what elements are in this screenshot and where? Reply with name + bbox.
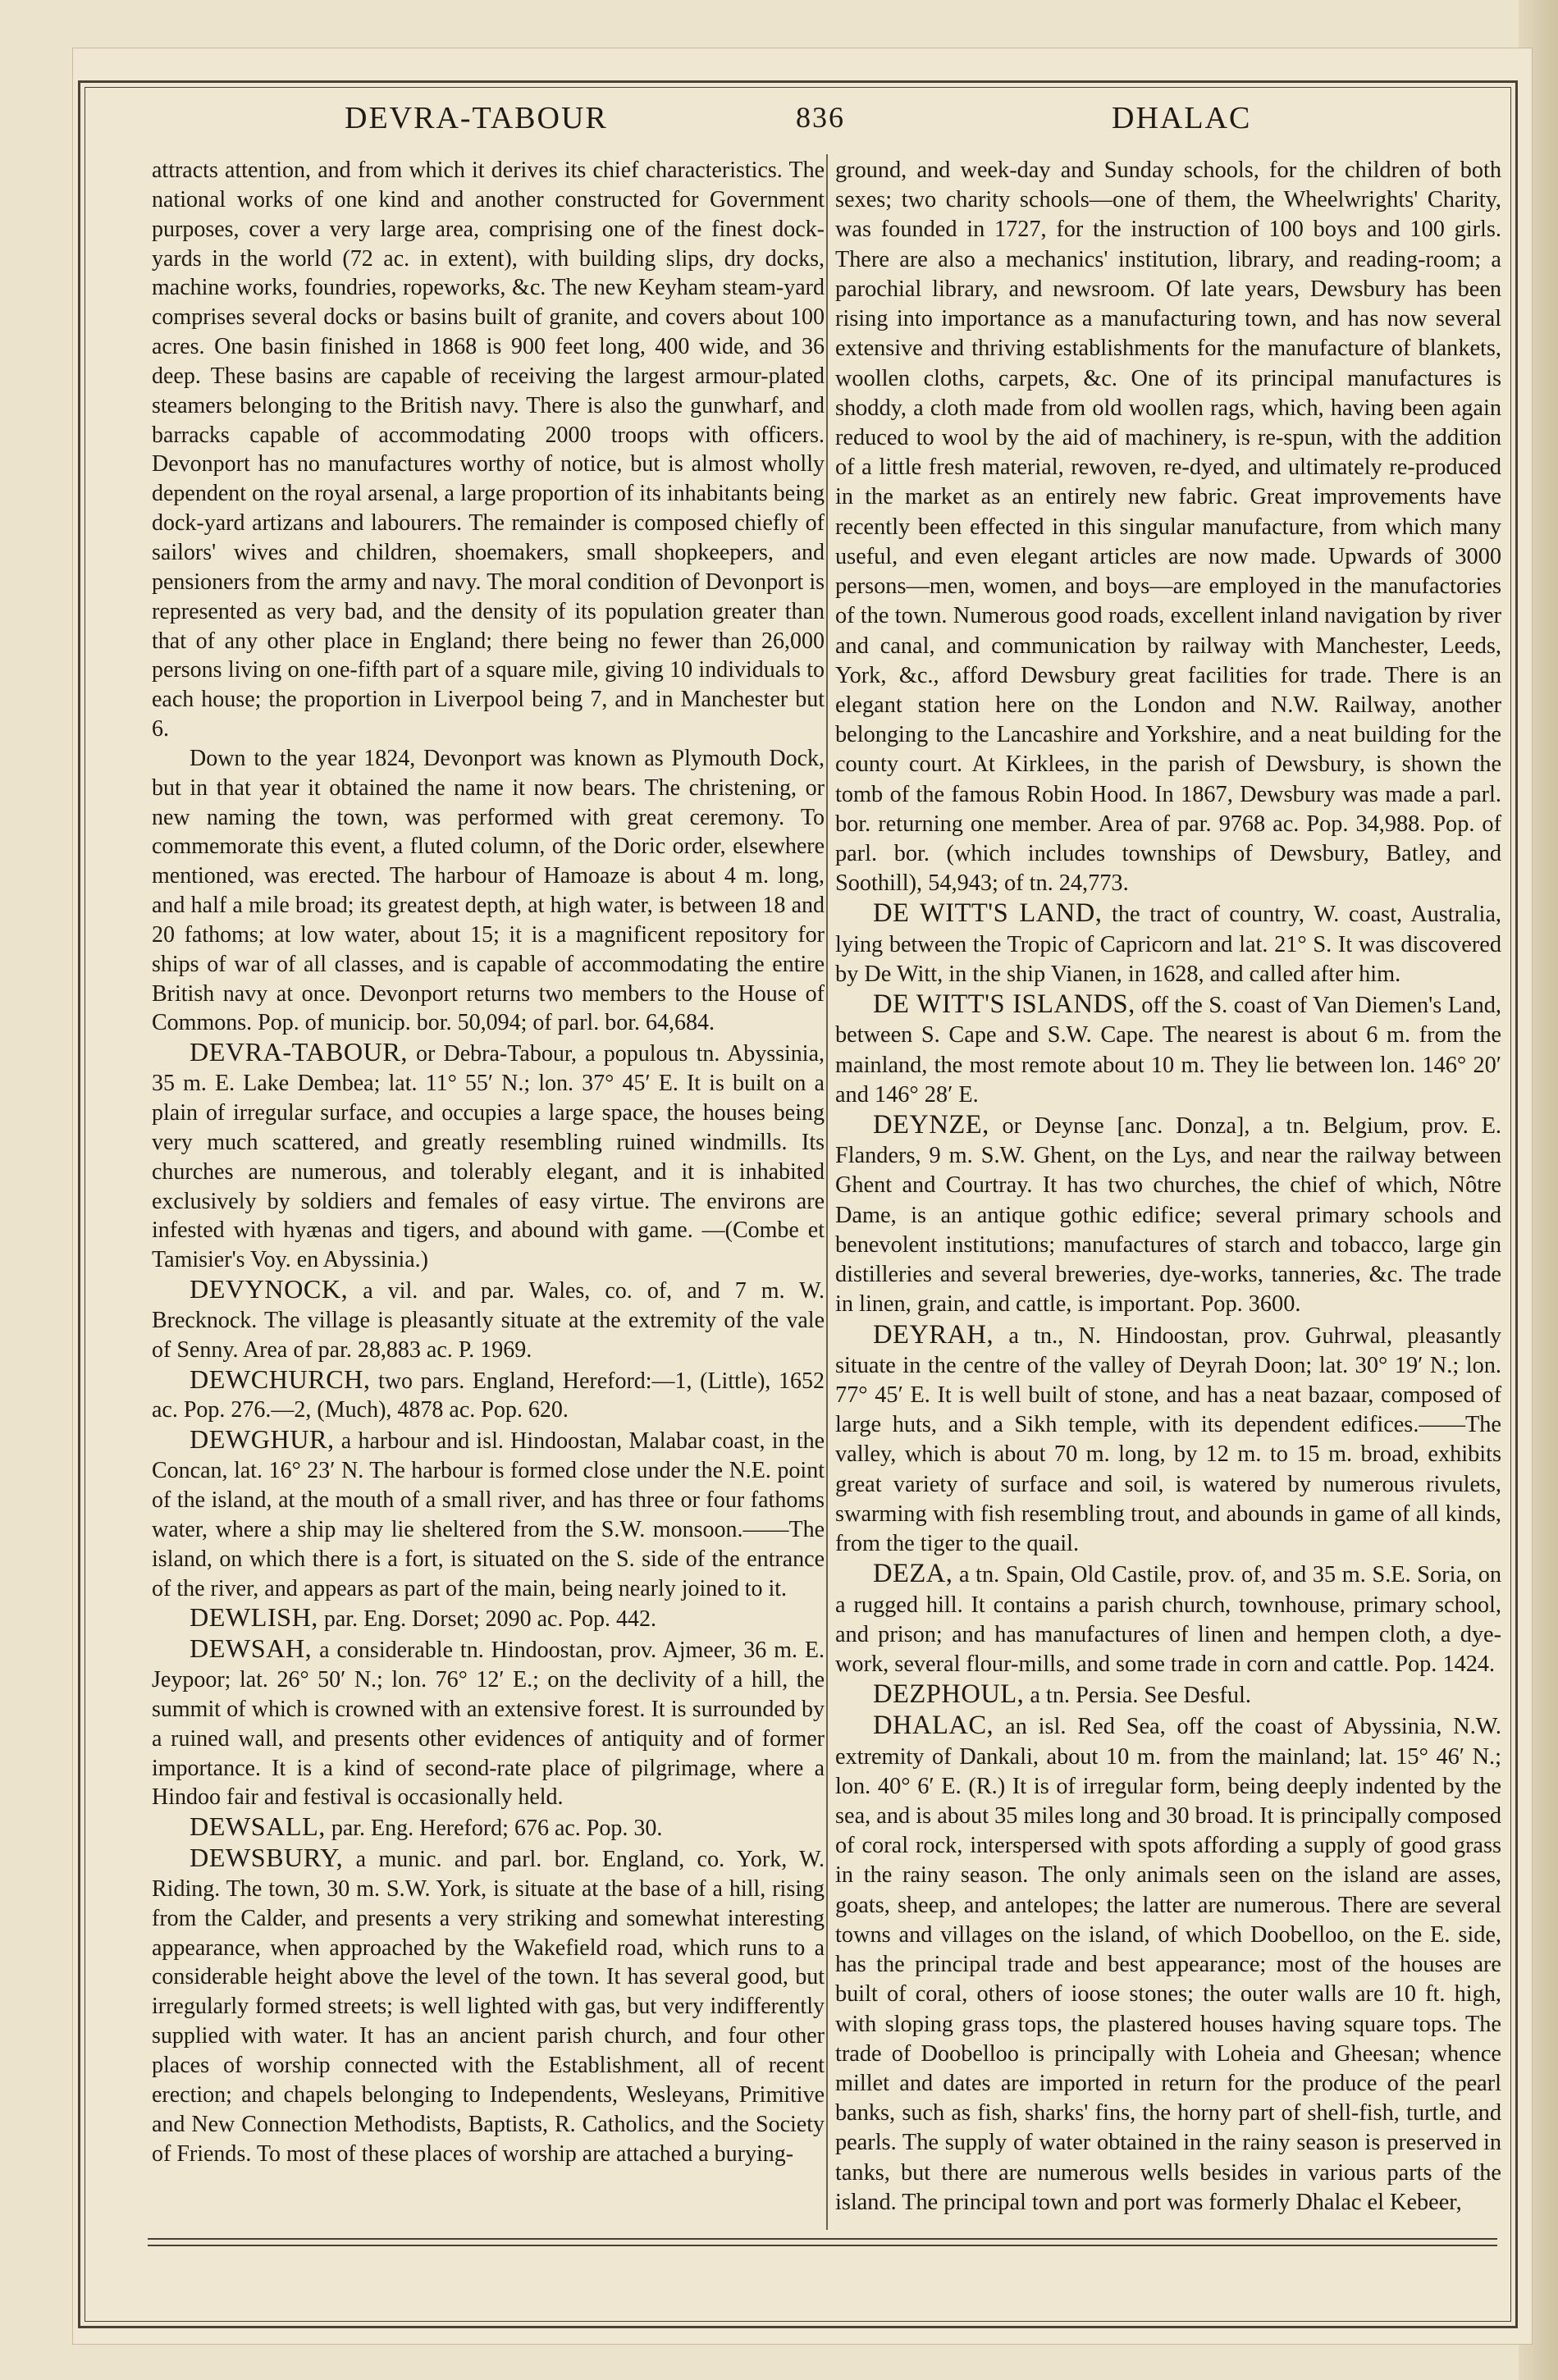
running-header (148, 100, 1493, 141)
entry-headword: DEZPHOUL, (873, 1679, 1025, 1710)
gazetteer-entry (835, 898, 1501, 989)
gazetteer-entry (835, 989, 1501, 1110)
entry-continuation (152, 744, 825, 1038)
entry-text: a considerable tn. Hindoostan, prov. Ajmeer, 36 m. E. Jeypoor; lat. 26° 50′ N.; lon. 76° 12′ E.; on the declivity of a hill, the summit of which is crowned with an extensive forest. It is surrounded by a ruined wall, and presents other evidences of antiquity and of former importance. It is a kind of second-rate place of pilgrimage, where a Hindoo fair and festival is occasionally held. (152, 1638, 825, 1811)
entry-headword: DEYNZE, (873, 1110, 989, 1140)
gazetteer-entry (152, 1365, 825, 1426)
entry-headword: DE WITT'S ISLANDS, (873, 989, 1135, 1020)
gazetteer-entry (152, 1425, 825, 1603)
entry-text: a tn. Persia. See Desful. (1024, 1683, 1251, 1709)
gazetteer-entry (152, 1038, 825, 1275)
entry-headword: DEZA, (873, 1559, 953, 1589)
entry-headword: DEWLISH, (190, 1602, 318, 1633)
entry-headword: DEWSALL, (190, 1811, 326, 1842)
entry-text: or Debra-Tabour, a populous tn. Abyssinia, 35 m. E. Lake Dembea; lat. 11° 55′ N.; lon. 37° 45′ E. It is built on a plain of irregular surface, and occupies a large space, the houses being very much scattered, and greatly resembling ruined windmills. Its churches are numerous, and tolerably elegant, and it is inhabited exclusively by soldiers and females of easy virtue. The environs are infested with hyænas and tigers, and abound with game. —(Combe et Tamisier's Voy. en Abyssinia.) (152, 1041, 825, 1273)
entry-text: or Deynse [anc. Donza], a tn. Belgium, prov. E. Flanders, 9 m. S.W. Ghent, on the Lys, and near the railway between Ghent and Courtray. It has two churches, the chief of which, Nôtre Dame, is an antique gothic edifice; several primary schools and benevolent institutions; manufactures of starch and tobacco, large gin distilleries and several breweries, dye-works, tanneries, &c. The trade in linen, grain, and cattle, is important. Pop. 3600. (835, 1113, 1501, 1318)
gazetteer-entry (835, 1559, 1501, 1679)
bottom-rule-1 (148, 2238, 1497, 2240)
entry-text: ground, and week-day and Sunday schools, for the children of both sexes; two charity schools—one of them, the Wheelwrights' Charity, was founded in 1727, for the instruction of 100 boys and 100 girls. There are also a mechanics' institution, library, and reading-room; a parochial library, and newsroom. Of late years, Dewsbury has been rising into importance as a manufacturing town, and has now several extensive and thriving establishments for the manufacture of blankets, woollen cloths, carpets, &c. One of its principal manufactures is shoddy, a cloth made from old woollen rags, which, having been again reduced to wool by the aid of machinery, is re-spun, with the addition of a little fresh material, rewoven, re-dyed, and ultimately re-produced in the market as an entirely new fabric. Great improvements have recently been effected in this singular manufacture, from which many useful, and even elegant articles are now made. Upwards of 3000 persons—men, women, and boys—are employed in the manufactories of the town. Numerous good roads, excellent inland navigation by river and canal, and communication by railway with Manchester, Leeds, York, &c., afford Dewsbury great facilities for trade. There is an elegant station here on the London and N.W. Railway, another belonging to the Lancashire and Yorkshire, and a neat building for the county court. At Kirklees, in the parish of Dewsbury, is shown the tomb of the famous Robin Hood. In 1867, Dewsbury was made a parl. bor. returning one member. Area of par. 9768 ac. Pop. 34,988. Pop. of parl. bor. (which includes townships of Dewsbury, Batley, and Soothill), 54,943; of tn. 24,773. (835, 158, 1501, 897)
gazetteer-entry (152, 1603, 825, 1634)
entry-text: a munic. and parl. bor. England, co. York, W. Riding. The town, 30 m. S.W. York, is situate at the base of a hill, rising from the Calder, and presents a very striking and somewhat interesting appearance, when approached by the Wakefield road, which runs to a considerable height above the level of the town. It has several good, but irregularly formed streets; is well lighted with gas, but very indifferently supplied with water. It has an ancient parish church, and four other places of worship connected with the Establishment, all of recent erection; and chapels belonging to Independents, Wesleyans, Primitive and New Connection Methodists, Baptists, R. Catholics, and the Society of Friends. To most of these places of worship are attached a burying- (152, 1847, 825, 2167)
header-right-title: DHALAC (1112, 101, 1252, 135)
gazetteer-entry (152, 1275, 825, 1365)
gazetteer-entry (835, 1679, 1501, 1711)
entry-text: the tract of country, W. coast, Australia, lying between the Tropic of Capricorn and lat. 21° S. It was discovered by De Witt, in the ship Vianen, in 1628, and called after him. (835, 902, 1501, 987)
gazetteer-entry (152, 1843, 825, 2168)
gazetteer-entry (835, 1320, 1501, 1560)
entry-text: an isl. Red Sea, off the coast of Abyssinia, N.W. extremity of Dankali, about 10 m. from the mainland; lat. 15° 46′ N.; lon. 40° 6′ E. (R.) It is of irregular form, being deeply indented by the sea, and is about 35 miles long and 30 broad. It is principally composed of coral rock, interspersed with spots affording a supply of good grass in the rainy season. The only animals seen on the island are asses, goats, sheep, and antelopes; the latter are numerous. There are several towns and villages on the island, of which Doobelloo, on the E. side, has the principal trade and best appearance; most of the houses are built of coral, others of ioose stones; the outer walls are 10 ft. high, with sloping grass tops, the plastered houses having square tops. The trade of Doobelloo is principally with Loheia and Gheesan; whence millet and dates are imported in return for the produce of the pearl banks, such as fish, sharks' fins, the horny part of shell-fish, turtle, and pearls. The supply of water obtained in the rainy season is preserved in tanks, but there are numerous wells besides in various parts of the island. The principal town and port was formerly Dhalac el Kebeer, (835, 1714, 1501, 2215)
entry-headword: DEWSBURY, (190, 1843, 344, 1873)
entry-headword: DEYRAH, (873, 1319, 994, 1350)
entry-text: a harbour and isl. Hindoostan, Malabar coast, in the Concan, lat. 16° 23′ N. The harbour is formed close under the N.E. point of the island, at the mouth of a small river, and has three or four fathoms water, where a ship may lie sheltered from the S.W. monsoon.——The island, on which there is a fort, is situated on the S. side of the entrance of the river, and appears as part of the main, being nearly joined to it. (152, 1428, 825, 1601)
entry-continuation (835, 156, 1501, 898)
gazetteer-entry (835, 1110, 1501, 1320)
header-left-title: DEVRA-TABOUR (345, 101, 608, 135)
right-column (835, 156, 1501, 2218)
entry-text: a vil. and par. Wales, co. of, and 7 m. W. Brecknock. The village is pleasantly situate at the extremity of the vale of Senny. Area of par. 28,883 ac. P. 1969. (152, 1278, 825, 1363)
entry-text: attracts attention, and from which it derives its chief characteristics. The national works of one kind and another constructed for Government purposes, cover a very large area, comprising one of the finest dock-yards in the world (72 ac. in extent), with building slips, dry docks, machine works, foundries, ropeworks, &c. The new Keyham steam-yard comprises several docks or basins built of granite, and covers about 100 acres. One basin finished in 1868 is 900 feet long, 400 wide, and 36 deep. These basins are capable of receiving the largest armour-plated steamers belonging to the British navy. There is also the gunwharf, and barracks capable of accommodating 2000 troops with officers. Devonport has no manufactures worthy of notice, but is almost wholly dependent on the royal arsenal, a large proportion of its inhabitants being dock-yard artizans and labourers. The remainder is composed chiefly of sailors' wives and children, shoemakers, small shopkeepers, and pensioners from the army and navy. The moral condition of Devonport is represented as very bad, and the density of its population greater than that of any other place in England; there being no fewer than 26,000 persons living on one-fifth part of a square mile, giving 10 individuals to each house; the proportion in Liverpool being 7, and in Manchester but 6. (152, 158, 825, 742)
gazetteer-entry (152, 1812, 825, 1843)
entry-headword: DEWGHUR, (190, 1424, 335, 1455)
entry-text: a tn. Spain, Old Castile, prov. of, and 35 m. S.E. Soria, on a rugged hill. It contains a parish church, townhouse, primary school, and prison; and has manufactures of linen and hempen cloth, a dye-work, several flour-mills, and some trade in corn and cattle. Pop. 1424. (835, 1562, 1501, 1677)
entry-headword: DE WITT'S LAND, (873, 898, 1103, 929)
entry-text: par. Eng. Hereford; 676 ac. Pop. 30. (325, 1816, 663, 1842)
entry-headword: DEWCHURCH, (190, 1364, 371, 1394)
entry-headword: DEVYNOCK, (190, 1274, 349, 1304)
entry-continuation (152, 156, 825, 744)
entry-headword: DHALAC, (873, 1711, 994, 1741)
entry-text: Down to the year 1824, Devonport was known as Plymouth Dock, but in that year it obtained the name it now bears. The christening, or new naming the town, was performed with great ceremony. To commemorate this event, a fluted column, of the Doric order, elsewhere mentioned, was erected. The harbour of Hamoaze is about 4 m. long, and half a mile broad; its greatest depth, at high water, is between 18 and 20 fathoms; at low water, about 15; it is a magnificent repository for ships of war of all classes, and is capable of accommodating the entire British navy at once. Devonport returns two members to the House of Commons. Pop. of municip. bor. 50,094; of parl. bor. 64,684. (152, 745, 825, 1036)
gazetteer-entry (835, 1711, 1501, 2218)
page-number: 836 (796, 101, 845, 134)
left-column (152, 156, 825, 2168)
entry-headword: DEWSAH, (190, 1633, 313, 1664)
entry-text: off the S. coast of Van Diemen's Land, between S. Cape and S.W. Cape. The nearest is about 6 m. from the mainland, the most remote about 10 m. They lie between lon. 146° 20′ and 146° 28′ E. (835, 993, 1501, 1108)
entry-text: two pars. England, Hereford:—1, (Little), 1652 ac. Pop. 276.—2, (Much), 4878 ac. Pop. 620. (152, 1368, 825, 1423)
entry-headword: DEVRA-TABOUR, (190, 1037, 408, 1067)
bottom-rule-2 (148, 2245, 1497, 2246)
column-divider (826, 154, 828, 2230)
entry-text: par. Eng. Dorset; 2090 ac. Pop. 442. (318, 1606, 657, 1633)
gazetteer-entry (152, 1634, 825, 1812)
entry-text: a tn., N. Hindoostan, prov. Guhrwal, pleasantly situate in the centre of the valley of Deyrah Doon; lat. 30° 19′ N.; lon. 77° 45′ E. It is well built of stone, and has a neat bazaar, composed of large huts, and a Sikh temple, with its dependent edifices.——The valley, which is about 70 m. long, by 12 m. to 15 m. broad, exhibits great variety of surface and soil, is watered by numerous rivulets, swarming with fish resembling trout, and abounds in game of all kinds, from the tiger to the quail. (835, 1322, 1501, 1557)
